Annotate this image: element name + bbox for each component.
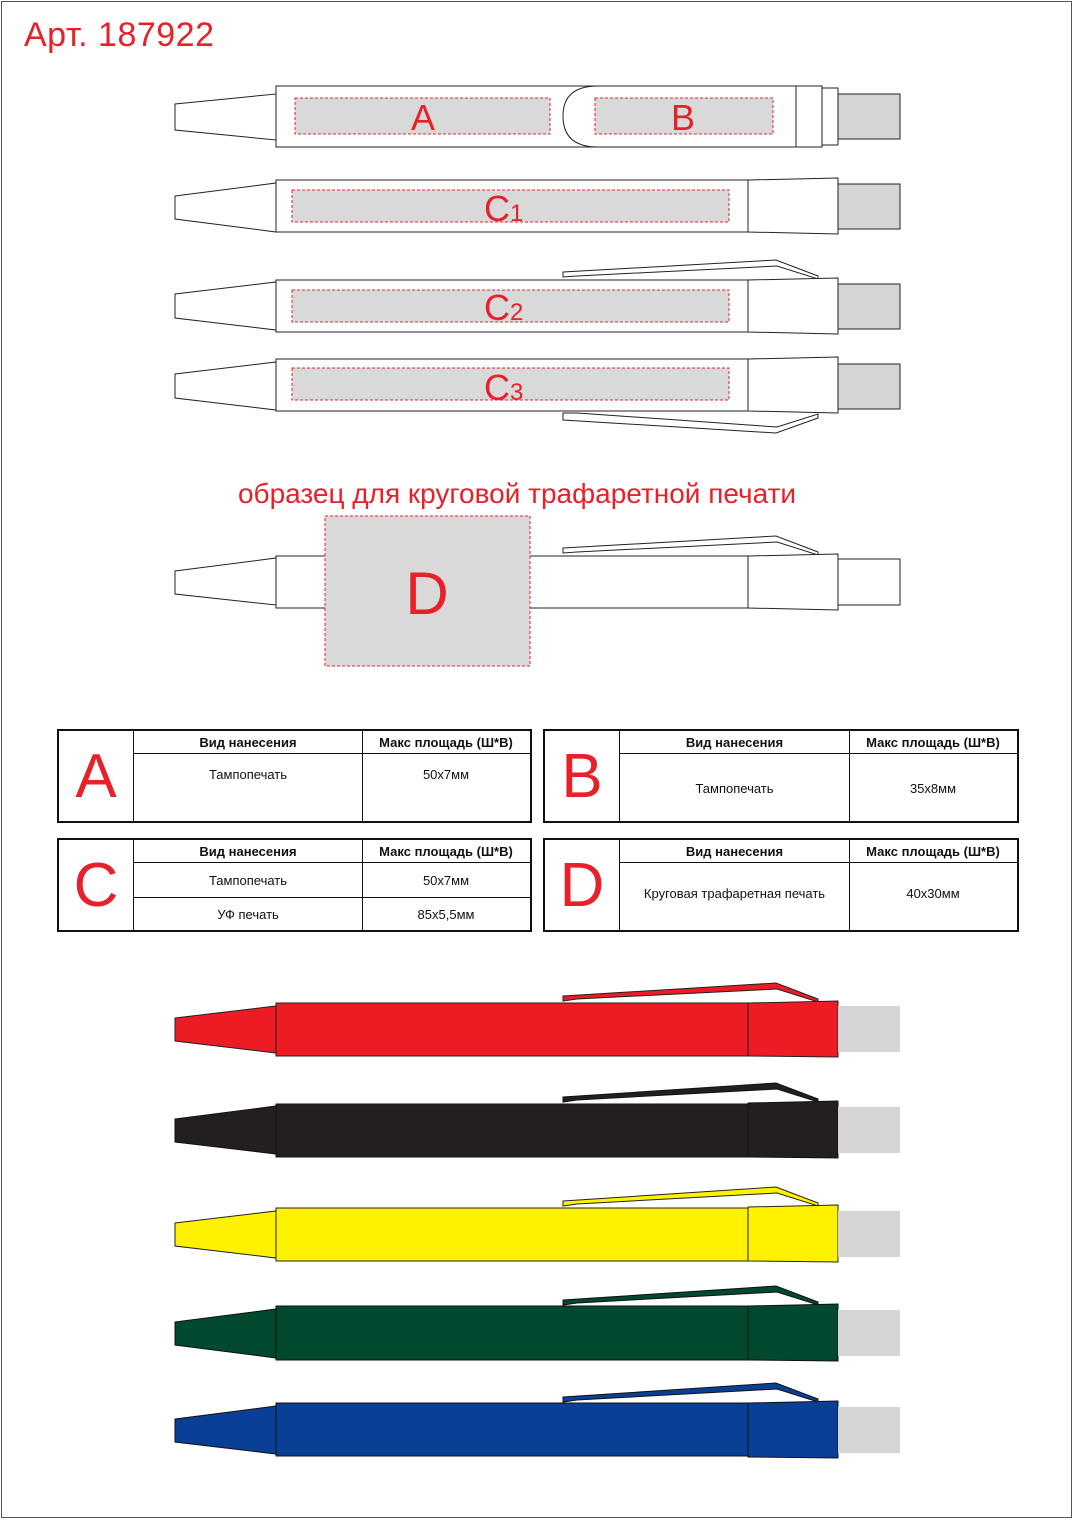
table-d-row-area: 40x30мм xyxy=(906,885,960,901)
pen-black-clip xyxy=(563,1083,818,1102)
table-c-head-area: Макс площадь (Ш*В) xyxy=(379,843,513,859)
table-b-letter: B xyxy=(545,731,620,821)
zone-label-d: D xyxy=(405,560,449,627)
pen-c2-tip xyxy=(175,282,276,330)
pen-ab xyxy=(175,86,900,147)
table-b-row-area: 35x8мм xyxy=(909,780,957,796)
pen-c3-tip xyxy=(175,362,276,410)
table-d-head-method: Вид нанесения xyxy=(685,843,784,859)
pen-ab-ring xyxy=(822,88,838,145)
pen-ab-tip xyxy=(175,94,276,140)
pen-yellow-cap xyxy=(748,1205,838,1262)
table-a-head-method: Вид нанесения xyxy=(199,734,297,750)
zone-label-c3: C3 xyxy=(484,367,524,408)
pen-c2-plunger xyxy=(838,284,900,329)
zone-label-b: B xyxy=(670,97,696,138)
pen-blue-clip xyxy=(563,1383,818,1402)
table-d-head-area: Макс площадь (Ш*В) xyxy=(866,843,1000,859)
pen-black-cap xyxy=(748,1101,838,1158)
pen-green-plunger xyxy=(838,1310,900,1356)
table-c xyxy=(57,838,532,932)
pen-green-clip xyxy=(563,1286,818,1305)
table-d xyxy=(543,838,1019,932)
pen-c3-plunger xyxy=(838,364,900,409)
pen-d-tip xyxy=(175,558,276,605)
pen-variant-black xyxy=(175,1083,900,1158)
pen-red-body xyxy=(276,1003,748,1056)
pen-blue-cap xyxy=(748,1401,838,1458)
pen-red-clip xyxy=(563,983,818,1002)
table-b xyxy=(543,729,1019,823)
pen-red-tip xyxy=(175,1006,276,1053)
pen-c1 xyxy=(175,178,900,234)
pen-c1-plunger xyxy=(838,184,900,229)
table-c-row2-area: 85x5,5мм xyxy=(417,906,475,922)
article-title: Арт. 187922 xyxy=(24,16,215,54)
pen-c2-clip xyxy=(563,260,818,279)
pen-green-cap xyxy=(748,1304,838,1361)
table-a-head-area: Макс площадь (Ш*В) xyxy=(379,734,513,750)
pen-c3 xyxy=(175,357,900,433)
pen-black-tip xyxy=(175,1106,276,1154)
pen-yellow-tip xyxy=(175,1211,276,1258)
pen-black-body xyxy=(276,1104,748,1157)
pen-d xyxy=(175,516,900,666)
pen-green-body xyxy=(276,1306,748,1360)
pen-variant-blue xyxy=(175,1383,900,1458)
zone-label-c2: C2 xyxy=(484,287,524,328)
pen-red-cap xyxy=(748,1001,838,1057)
table-b-row-method: Тампопечать xyxy=(695,780,774,796)
table-a-row-method: Тампопечать xyxy=(208,766,288,782)
pen-d-plunger xyxy=(838,559,900,605)
table-b-head-method: Вид нанесения xyxy=(685,734,784,750)
pen-c1-tip xyxy=(175,183,276,232)
pen-c2-cap xyxy=(748,278,838,334)
pen-variant-yellow xyxy=(175,1187,900,1262)
table-d-row-method: Круговая трафаретная печать xyxy=(643,885,826,901)
circular-print-caption: образец для круговой трафаретной печати xyxy=(237,478,797,509)
table-c-row2-method: УФ печать xyxy=(217,906,279,922)
table-c-head-method: Вид нанесения xyxy=(199,843,297,859)
pen-ab-plunger xyxy=(838,94,900,139)
pen-yellow-clip xyxy=(563,1187,818,1206)
pen-c3-cap xyxy=(748,357,838,413)
table-c-row1-method: Тампопечать xyxy=(208,872,288,888)
pen-yellow-body xyxy=(276,1208,748,1261)
pen-blue-tip xyxy=(175,1406,276,1454)
pen-variant-red xyxy=(175,983,900,1057)
pen-yellow-plunger xyxy=(838,1211,900,1257)
zone-label-a: A xyxy=(410,97,436,138)
pen-c1-cap xyxy=(748,178,838,234)
pen-c2 xyxy=(175,260,900,334)
pen-green-tip xyxy=(175,1309,276,1358)
table-a-letter: A xyxy=(59,731,134,821)
pen-red-plunger xyxy=(838,1006,900,1052)
pen-d-clip xyxy=(563,536,818,555)
pen-black-plunger xyxy=(838,1107,900,1153)
pen-blue-body xyxy=(276,1403,748,1456)
zone-label-c1: C1 xyxy=(484,188,524,229)
table-a xyxy=(57,729,532,823)
pen-variant-green xyxy=(175,1286,900,1361)
table-c-letter: C xyxy=(59,840,134,930)
pen-blue-plunger xyxy=(838,1407,900,1453)
pen-c3-clip xyxy=(563,413,818,433)
table-c-row1-area: 50x7мм xyxy=(422,872,470,888)
table-d-letter: D xyxy=(545,840,620,930)
table-b-head-area: Макс площадь (Ш*В) xyxy=(866,734,1000,750)
pen-d-cap xyxy=(748,554,838,610)
table-a-row-area: 50x7мм xyxy=(422,766,470,782)
